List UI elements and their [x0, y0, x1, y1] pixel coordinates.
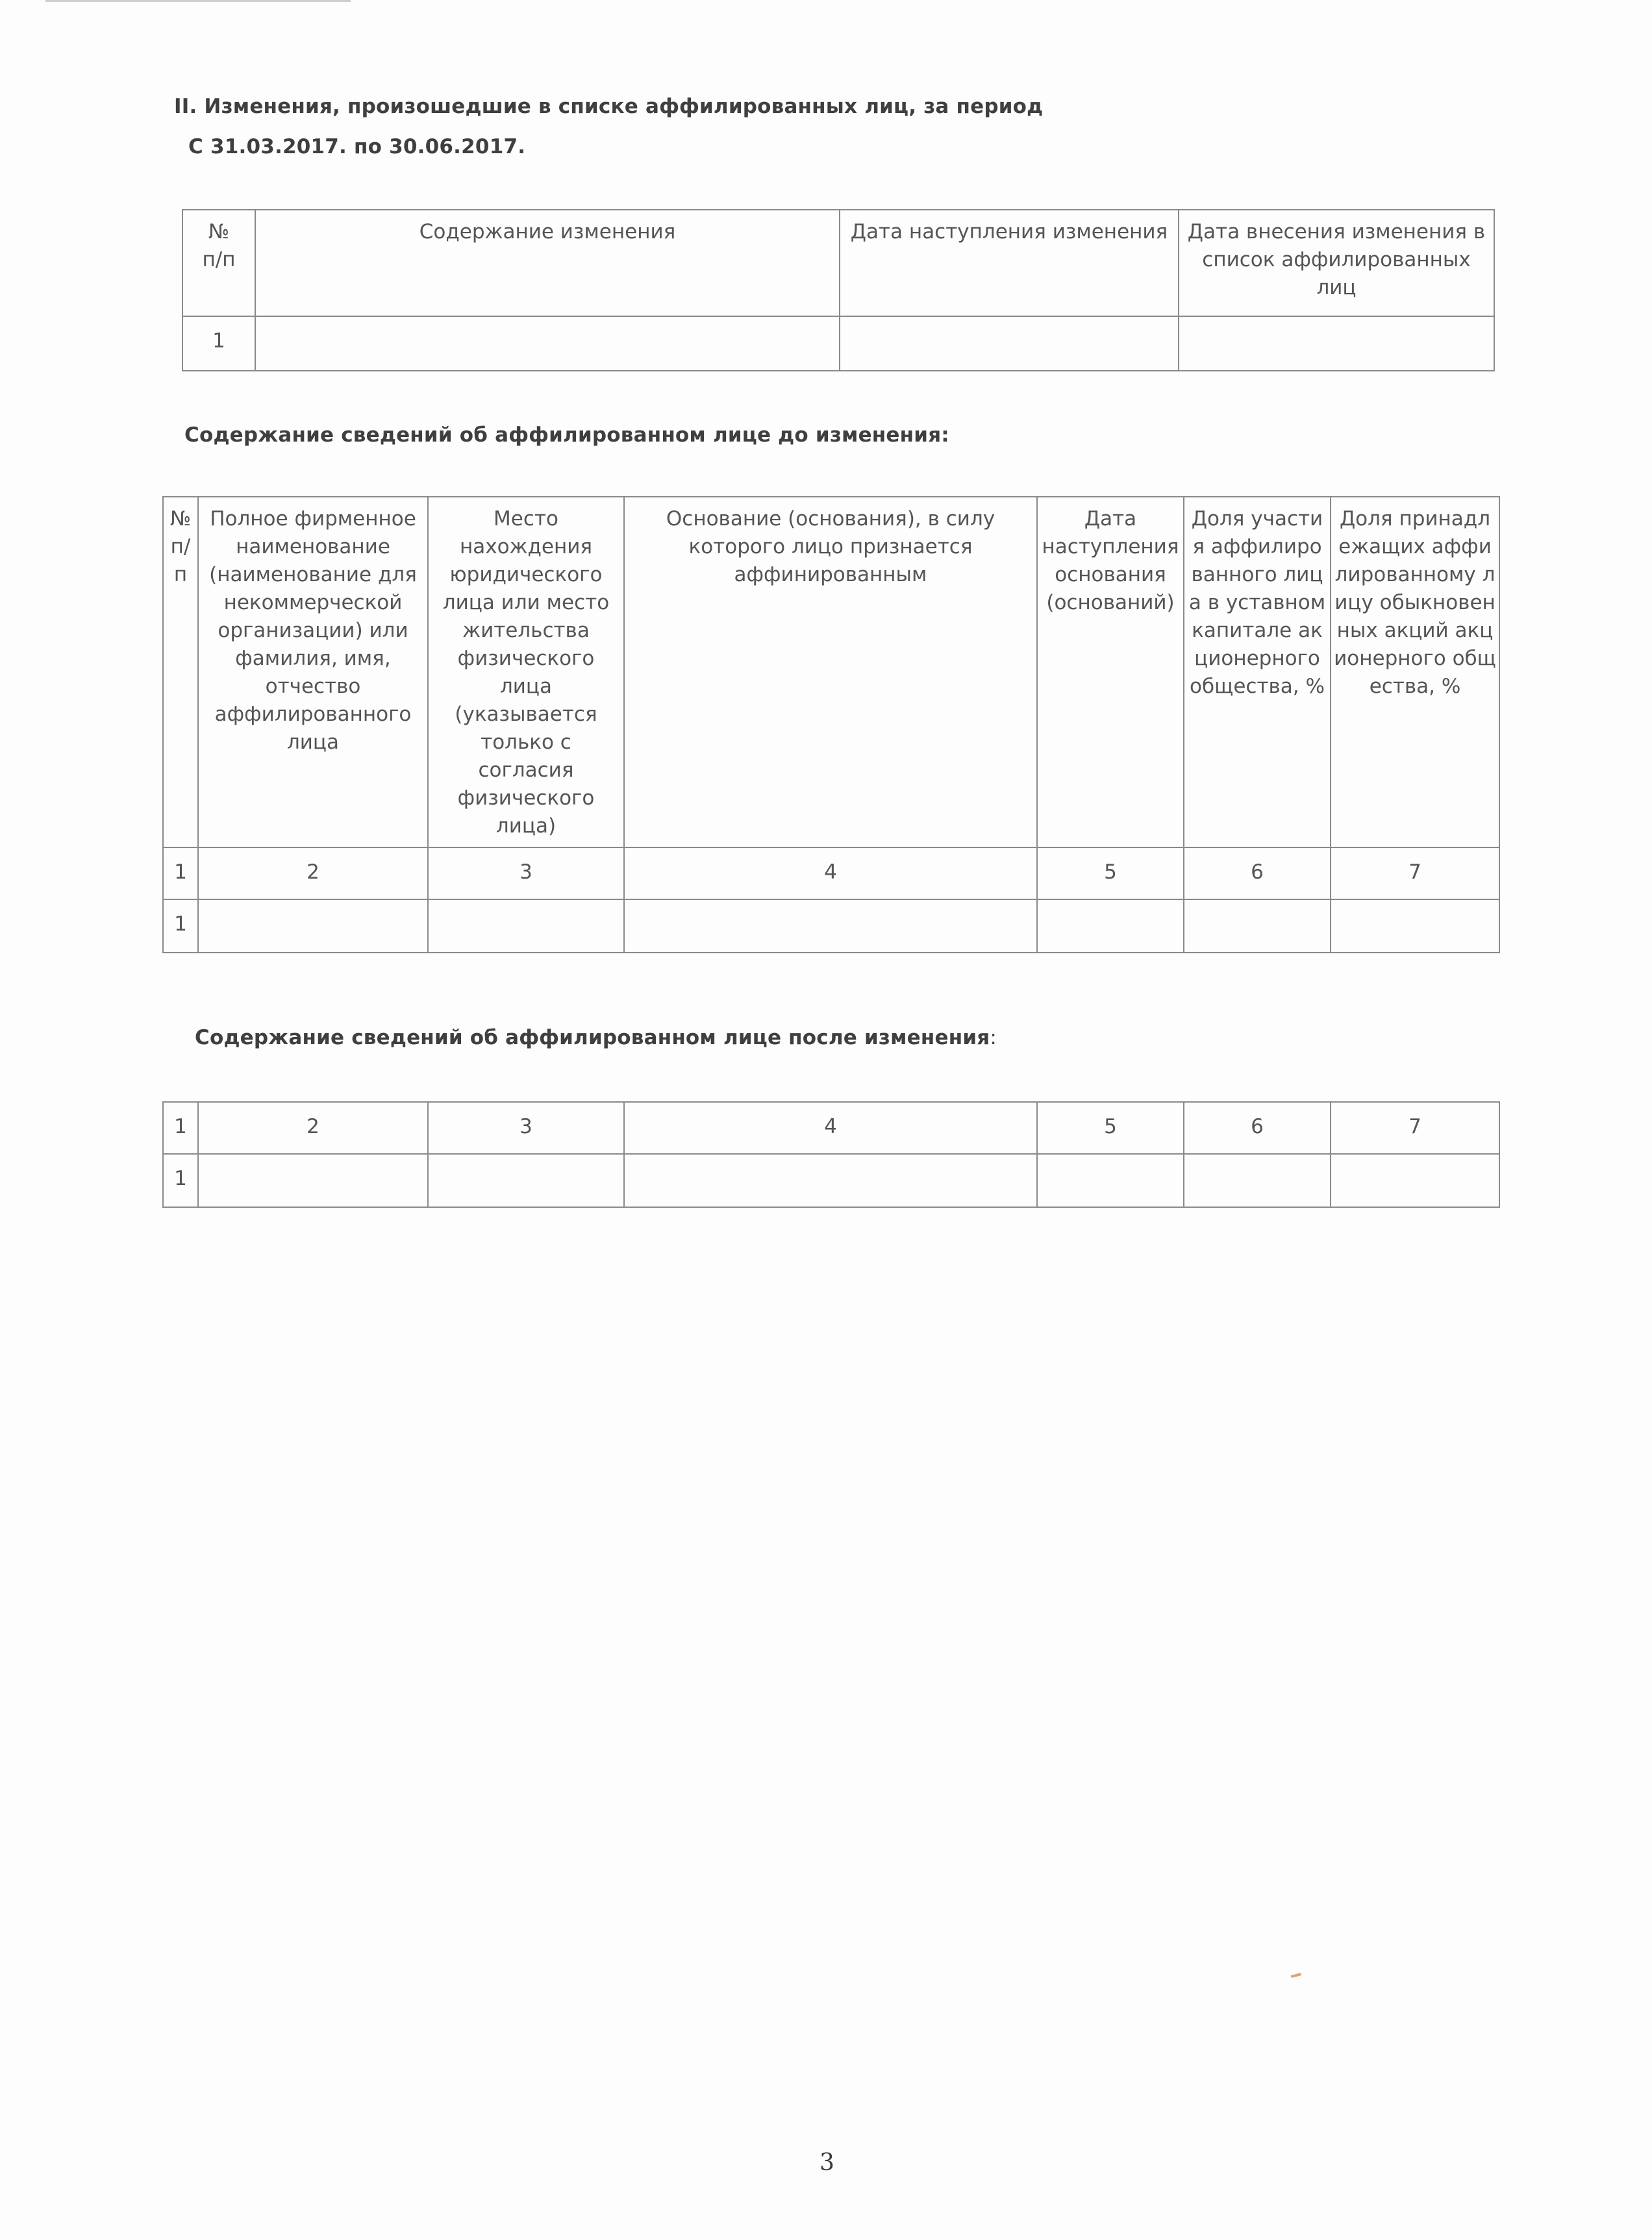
table-row: [163, 899, 1499, 953]
column-number: 3: [428, 1102, 624, 1154]
column-number: 6: [1184, 847, 1331, 899]
header-cell: Доля участия аффилированного лица в уставном капитале акционерного общества, %: [1184, 497, 1331, 847]
table-cell: 1: [163, 1154, 198, 1207]
column-number: 5: [1037, 847, 1184, 899]
table-cell: [1184, 1154, 1331, 1207]
header-cell: Дата наступления изменения: [840, 210, 1179, 316]
table-cell: [428, 1154, 624, 1207]
scan-speck: [1291, 1973, 1301, 1978]
column-number: 7: [1331, 847, 1499, 899]
column-number: 1: [163, 1102, 198, 1154]
page-number: 3: [820, 2149, 834, 2176]
before-title: Содержание сведений об аффилированном лице до изменения:: [184, 423, 949, 447]
table-cell: [428, 899, 624, 953]
column-number: 1: [163, 847, 198, 899]
header-cell: Дата внесения изменения в список аффилированных лиц: [1179, 210, 1494, 316]
header-cell: Содержание изменения: [255, 210, 840, 316]
section-period: С 31.03.2017. по 30.06.2017.: [188, 135, 526, 158]
section-title: II. Изменения, произошедшие в списке аффилированных лиц, за период: [174, 95, 1044, 118]
table-cell: [840, 316, 1179, 371]
column-number: 4: [624, 1102, 1037, 1154]
changes-table: [182, 209, 1495, 371]
column-number: 4: [624, 847, 1037, 899]
column-number: 6: [1184, 1102, 1331, 1154]
table-cell: [1184, 899, 1331, 953]
header-cell: Место нахождения юридического лица или место жительства физического лица (указывается только с согласия физического лица): [428, 497, 624, 847]
table-cell: [1037, 1154, 1184, 1207]
table-header-row: [182, 210, 1494, 316]
header-cell: Доля принадлежащих аффилированному лицу обыкновенных акций акционерного общества, %: [1331, 497, 1499, 847]
table-cell: [1331, 899, 1499, 953]
header-cell: Дата наступления основания (оснований): [1037, 497, 1184, 847]
column-number: 3: [428, 847, 624, 899]
after-title-colon: :: [990, 1026, 997, 1049]
header-cell: Основание (основания), в силу которого лицо признается аффинированным: [624, 497, 1037, 847]
column-number-row: [163, 847, 1499, 899]
table-cell: [624, 899, 1037, 953]
table-cell: [255, 316, 840, 371]
table-row: [182, 316, 1494, 371]
column-number: 2: [198, 1102, 428, 1154]
table-row: [163, 1154, 1499, 1207]
table-cell: 1: [182, 316, 255, 371]
header-cell: № п/п: [182, 210, 255, 316]
table-cell: [198, 1154, 428, 1207]
table-cell: [1037, 899, 1184, 953]
before-table: [162, 496, 1500, 953]
top-edge-line: [45, 0, 351, 2]
table-header-row: [163, 497, 1499, 847]
column-number: 7: [1331, 1102, 1499, 1154]
table-cell: [1179, 316, 1494, 371]
after-table: [162, 1101, 1500, 1208]
column-number-row: [163, 1102, 1499, 1154]
header-cell: № п/п: [163, 497, 198, 847]
column-number: 5: [1037, 1102, 1184, 1154]
column-number: 2: [198, 847, 428, 899]
table-cell: [1331, 1154, 1499, 1207]
table-cell: [198, 899, 428, 953]
header-cell: Полное фирменное наименование (наименование для некоммерческой организации) или фамилия, имя, отчество аффилированного лица: [198, 497, 428, 847]
after-title-text: Содержание сведений об аффилированном лице после изменения: [195, 1026, 990, 1049]
table-cell: [624, 1154, 1037, 1207]
after-title: [195, 1026, 997, 1049]
table-cell: 1: [163, 899, 198, 953]
